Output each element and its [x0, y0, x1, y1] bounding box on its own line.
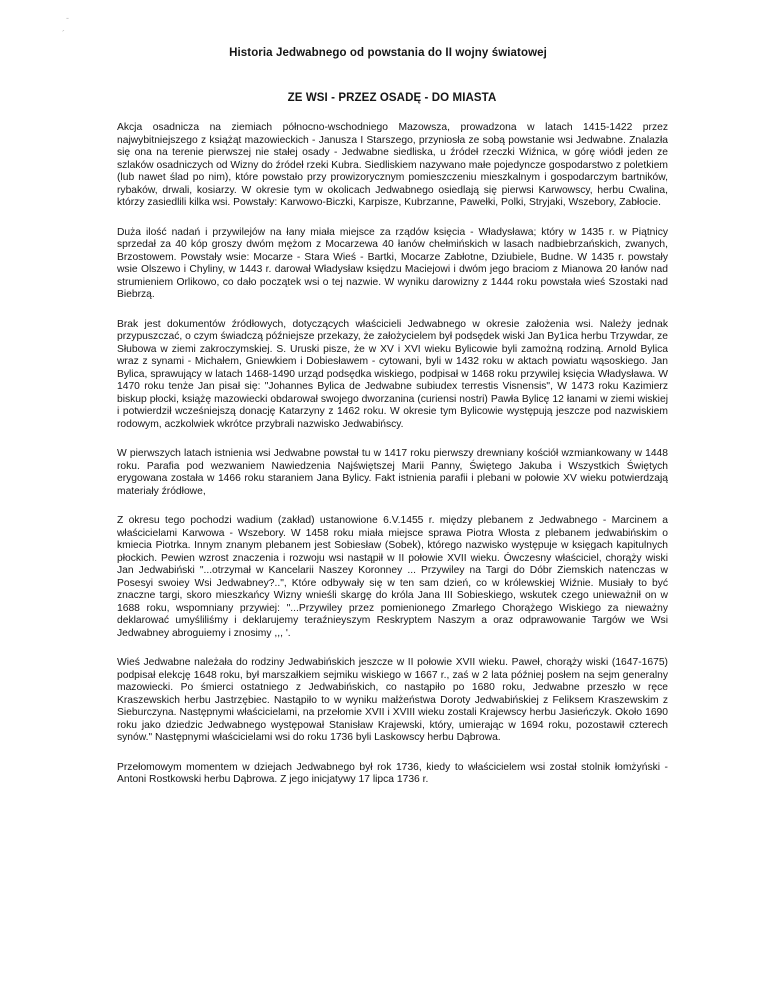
scan-speck: -: [66, 13, 69, 23]
paragraph: Brak jest dokumentów źródłowych, dotyczących właścicieli Jedwabnego w okresie założenia wsi. Należy jednak przypuszczać, o czym świadczą późniejsze przekazy, że założycielem był podsędek wiski Jan By1ica herbu Trzywdar, ze Słubowa w ziemi zakroczymskiej. S. Uruski pisze, że w XV i XVI wieku Bylicowie byli zamożną rodziną. Arnold Bylica wraz z synami - Michałem, Gniewkiem i Dobiesławem - cytowani, byli w 1432 roku w aktach powiatu wąsoskiego. Jan Bylica, sprawujący w latach 1468-1490 urząd podsędka wiskiego, podpisał w 1468 roku przywilej księcia Władysława. W 1470 roku tenże Jan pisał się: "Johannes Bylica de Jedwabne subiudex terrestis Visnensis", W 1473 roku Kazimierz biskup płocki, książę mazowiecki obdarował swojego dworzanina (curiensi nostri) Pawła Bylicę 12 łanami w ziemi wiskiej i potwierdził wcześniejszą donację Katarzyny z 1462 roku. W okresie tym Bylicowie występują jeszcze pod nazwiskiem rodowym, aczkolwiek wkrótce przybrali nazwisko Jedwabińscy.: [117, 318, 668, 430]
paragraph: Akcja osadnicza na ziemiach północno-wschodniego Mazowsza, prowadzona w latach 1415-1422 przez najwybitniejszego z książąt mazowieckich - Janusza I Starszego, przyniosła ze sobą powstanie wsi Jedwabne. Znalazła się ona na terenie pierwszej nie stałej osady - Jedwabne siedliska, u źródeł rzeczki Wiźnica, w górę wiódł jeden ze szlaków osadniczych od Wizny do źródeł rzeki Kubra. Siedliskiem nazywano małe pojedyncze gospodarstwo z poletkiem (lub nawet ślad po nim), które powstało przy prowizorycznym pomieszczeniu mieszkalnym i gospodarczym bartników, rybaków, drwali, kosiarzy. W okresie tym w okolicach Jedwabnego osiedlają się pierwsi Karwowscy, herbu Cwalina, którzy zasiedlili kilka wsi. Powstały: Karwowo-Biczki, Karpisze, Kubrzanne, Pawełki, Polki, Stryjaki, Wszebory, Zabłocie.: [117, 122, 668, 208]
document-body: [117, 122, 668, 804]
paragraph: Wieś Jedwabne należała do rodziny Jedwabińskich jeszcze w II połowie XVII wieku. Paweł, chorąży wiski (1647-1675) podpisał elekcję 1648 roku, był marszałkiem sejmiku wiskiego w 1667 r., zaś w 2 lata później posłem na sejm generalny mazowiecki. Po śmierci ostatniego z Jedwabińskich, co nastąpiło po 1680 roku, Jedwabne przeszło w ręce Kraszewskich herbu Jastrzębiec. Nastąpiło to w wyniku małżeństwa Doroty Jedwabińskiej z Feliksem Kraszewskim z Sieburczyna. Następnymi właścicielami, na przełomie XVII i XVIII wieku zostali Krajewscy herbu Jasieńczyk. Około 1690 roku jako dziedzic Jedwabnego występował Stanisław Krajewski, który, umierając w 1694 roku, pozostawił czterech synów." Następnymi właścicielami wsi do roku 1736 byli Laskowscy herbu Dąbrowa.: [117, 657, 668, 743]
paragraph: W pierwszych latach istnienia wsi Jedwabne powstał tu w 1417 roku pierwszy drewniany kościół wzmiankowany w 1448 roku. Parafia pod wezwaniem Nawiedzenia Najświętszej Marii Panny, Świętego Jakuba i Wszystkich Świętych erygowana została w 1466 roku staraniem Jana Bylicy. Fakt istnienia parafii i plebani w połowie XV wieku potwierdzają materiały źródłowe,: [117, 448, 668, 497]
paragraph: Z okresu tego pochodzi wadium (zakład) ustanowione 6.V.1455 r. między plebanem z Jedwabnego - Marcinem a właścicielami Karwowa - Wszebory. W 1458 roku miała miejsce sprawa Piotra Włosta z plebanem jedwabińskim o kmiecia Piotrka. Innym znanym plebanem jest Sobiesław (Sobek), którego nazwisko występuje w księgach kapitulnych płockich. Pewien wzrost znaczenia i rozwoju wsi nastąpił w II połowie XVII wieku. Ówczesny właściciel, chorąży wiski Jan Jedwabiński "...otrzymał w Kancelarii Naszey Koronney ... Przywiley na Targi do Dóbr Ziemskich natenczas w Posesyi swoiey Wsi Jedwabney?..", Które odbywały się w ten sam dzień, co w królewskiej Wiźnie. Musiały to być znaczne targi, skoro mieszkańcy Wizny wnieśli skargę do króla Jana III Sobieskiego, wskutek czego unieważnił on w 1688 roku, wspomniany przywiej: "...Przywiley przez pomienionego Zmarłego Chorążego Wiskiego za nieważny deklarować umyśliliśmy i deklarujemy teraźnieyszym Reskryptem Naszym a oraz odprawowanie Targów we Wsi Jedwabney abroguiemy i znosimy ,,, '.: [117, 515, 668, 639]
document-subtitle: ZE WSI - PRZEZ OSADĘ - DO MIASTA: [287, 92, 497, 104]
scan-speck: ´: [62, 29, 65, 39]
document-title: Historia Jedwabnego od powstania do II wojny światowej: [229, 47, 547, 59]
paragraph: Duża ilość nadań i przywilejów na łany miała miejsce za rządów księcia - Władysława; który w 1435 r. w Piątnicy sprzedał za 40 kóp groszy dwóm mężom z Mocarzewa 40 łanów chełmińskich w lasach nadbiebrzańskich, zwanych, Brzostowem. Powstały wsie: Mocarze - Stara Wieś - Bartki, Mocarze Zabłotne, Dziubiele, Budne. W 1435 r. powstały wsie Olszewo i Chyliny, w 1443 r. darował Władysław księdzu Maciejowi i dwóm jego braciom z Mianowa 20 łanów nad strumieniem Orlikowo, co dało początek wsi o tej nazwie. W wyniku darowizny z 1444 roku powstała wieś Szostaki nad Biebrzą.: [117, 226, 668, 300]
paragraph: Przełomowym momentem w dziejach Jedwabnego był rok 1736, kiedy to właścicielem wsi został stolnik łomżyński - Antoni Rostkowski herbu Dąbrowa. Z jego inicjatywy 17 lipca 1736 r.: [117, 761, 668, 785]
